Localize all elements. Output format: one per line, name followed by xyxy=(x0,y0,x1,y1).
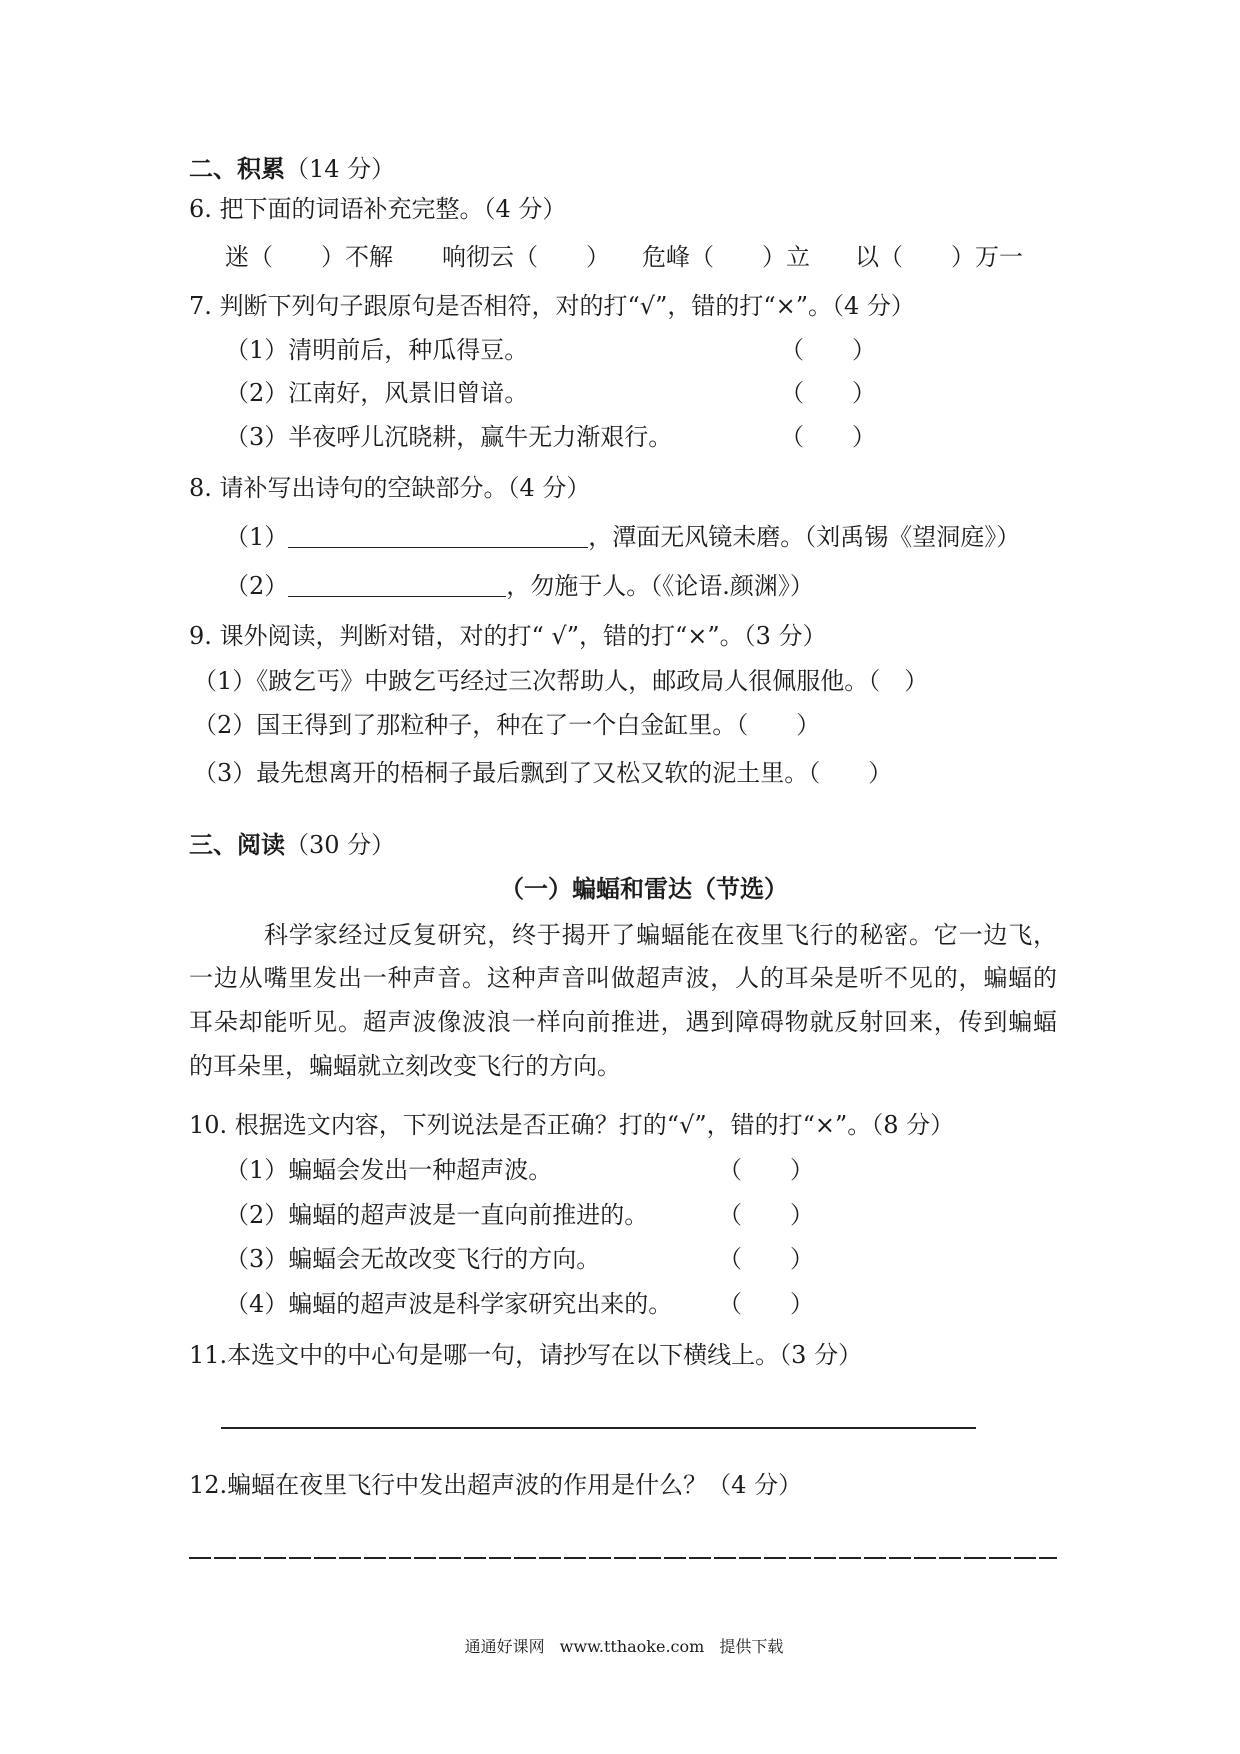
q10-item xyxy=(0,1289,1240,1319)
q10-item xyxy=(0,1155,1240,1185)
question-10 xyxy=(0,1110,1240,1140)
question-prompt: 11.本选文中的中心句是哪一句，请抄写在以下横线上。（3 分） xyxy=(189,1341,863,1369)
item-line xyxy=(225,571,814,601)
q6-word-item: 迷（ ）不解 xyxy=(225,243,393,271)
question-prompt: 7. 判断下列句子跟原句是否相符，对的打“√”，错的打“×”。（4 分） xyxy=(189,292,915,320)
q10-item xyxy=(0,1244,1240,1274)
item-text: （3）半夜呼儿沉晓耕，赢牛无力渐艰行。 xyxy=(225,423,673,451)
item-text: （2）蝙蝠的超声波是一直向前推进的。 xyxy=(225,1201,649,1229)
q7-item xyxy=(0,335,1240,365)
answer-parentheses: （ ） xyxy=(718,1156,814,1184)
section-label: 二、积累 xyxy=(189,154,285,183)
passage-line: 耳朵却能听见。超声波像波浪一样向前推进，遇到障碍物就反射回来，传到蝙蝠 xyxy=(189,1008,1057,1036)
answer-line xyxy=(189,1557,1057,1559)
item-number: （2） xyxy=(225,572,289,600)
section-heading-accumulation xyxy=(0,154,1240,184)
question-prompt: 9. 课外阅读，判断对错，对的打“ √”，错的打“×”。（3 分） xyxy=(189,622,827,650)
question-prompt: 8. 请补写出诗句的空缺部分。（4 分） xyxy=(189,474,591,502)
answer-blank xyxy=(288,596,506,597)
item-text: ，潭面无风镜未磨。（刘禹锡《望洞庭》） xyxy=(588,523,1021,551)
item-text: （3）最先想离开的梧桐子最后飘到了又松又软的泥土里。 xyxy=(193,759,809,787)
question-prompt: 12.蝙蝠在夜里飞行中发出超声波的作用是什么？（4 分） xyxy=(189,1471,803,1499)
item-text: （4）蝙蝠的超声波是科学家研究出来的。 xyxy=(225,1290,673,1318)
passage-title-row xyxy=(0,874,1240,904)
q7-item xyxy=(0,422,1240,452)
section-score: （30 分） xyxy=(285,831,396,859)
item-line xyxy=(193,666,928,696)
section-score: （14 分） xyxy=(285,155,396,183)
question-prompt: 10. 根据选文内容，下列说法是否正确？打的“√”，错的打“×”。（8 分） xyxy=(189,1111,955,1139)
passage-title: （一）蝙蝠和雷达（节选） xyxy=(500,874,788,903)
q6-word-item: 危峰（ ）立 xyxy=(642,243,810,271)
question-6 xyxy=(0,194,1240,224)
item-text: （2）国王得到了那粒种子，种在了一个白金缸里。 xyxy=(193,711,737,739)
answer-parentheses: （ ） xyxy=(718,1245,814,1273)
passage-line: 一边从嘴里发出一种声音。这种声音叫做超声波，人的耳朵是听不见的，蝙蝠的 xyxy=(189,964,1057,992)
item-text: ，勿施于人。（《论语.颜渊》） xyxy=(506,572,814,600)
item-line xyxy=(225,522,1020,552)
item-text: （1）清明前后，种瓜得豆。 xyxy=(225,336,529,364)
answer-parentheses: （ ） xyxy=(780,336,876,364)
answer-parentheses: （ ） xyxy=(736,711,821,739)
answer-parentheses: （ ） xyxy=(808,759,893,787)
question-prompt: 6. 把下面的词语补充完整。（4 分） xyxy=(189,195,567,223)
answer-parentheses: （ ） xyxy=(718,1290,814,1318)
q9-item xyxy=(0,710,1240,740)
q6-word-item: 响彻云（ ） xyxy=(442,243,610,271)
question-9 xyxy=(0,621,1240,651)
q9-item xyxy=(0,666,1240,696)
q6-word-item: 以（ ）万一 xyxy=(855,243,1023,271)
item-text: （2）江南好，风景旧曾谙。 xyxy=(225,379,529,407)
question-12 xyxy=(0,1470,1240,1500)
item-text: （3）蝙蝠会无故改变飞行的方向。 xyxy=(225,1245,601,1273)
item-line xyxy=(193,758,892,788)
section-heading-reading xyxy=(0,830,1240,860)
q8-item xyxy=(0,522,1240,552)
answer-parentheses: （ ） xyxy=(868,667,929,695)
q8-item xyxy=(0,571,1240,601)
item-text: （1）蝙蝠会发出一种超声波。 xyxy=(225,1156,553,1184)
passage-line: 的耳朵里，蝙蝠就立刻改变飞行的方向。 xyxy=(189,1052,621,1080)
item-line xyxy=(193,710,820,740)
section-heading-text xyxy=(189,154,395,184)
section-label: 三、阅读 xyxy=(189,830,285,859)
question-8 xyxy=(0,473,1240,503)
question-7 xyxy=(0,291,1240,321)
q7-item xyxy=(0,378,1240,408)
question-11 xyxy=(0,1340,1240,1370)
item-text: （1）《跛乞丐》中跛乞丐经过三次帮助人，邮政局人很佩服他。 xyxy=(193,667,869,695)
q10-item xyxy=(0,1200,1240,1230)
answer-line xyxy=(221,1427,976,1429)
answer-blank xyxy=(288,547,588,548)
item-number: （1） xyxy=(225,523,289,551)
q6-word-row xyxy=(0,242,1240,272)
answer-parentheses: （ ） xyxy=(718,1201,814,1229)
q9-item xyxy=(0,758,1240,788)
section-heading-text xyxy=(189,830,395,860)
answer-parentheses: （ ） xyxy=(780,379,876,407)
answer-parentheses: （ ） xyxy=(780,423,876,451)
page-footer: 通通好课网 www.tthaoke.com 提供下载 xyxy=(464,1637,784,1656)
passage-line: 科学家经过反复研究，终于揭开了蝙蝠能在夜里飞行的秘密。它一边飞， xyxy=(264,921,1057,949)
